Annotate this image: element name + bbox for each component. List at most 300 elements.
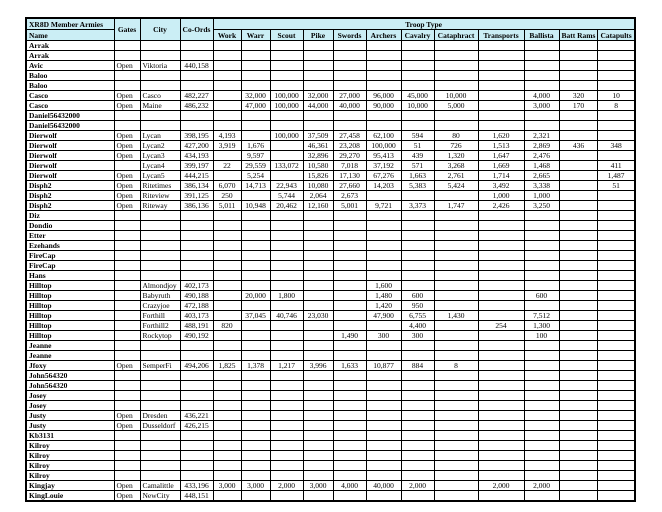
cell-batt-rams [559, 411, 598, 421]
cell-gates [114, 161, 140, 171]
cell-cavalry [401, 111, 434, 121]
cell-batt-rams [559, 451, 598, 461]
cell-ballista [524, 61, 559, 71]
cell-ballista [524, 281, 559, 291]
cell-cavalry [401, 491, 434, 502]
cell-city: Maine [140, 101, 180, 111]
cell-batt-rams [559, 211, 598, 221]
column-header-scout: Scout [270, 30, 303, 41]
cell-name: Avic [26, 61, 114, 71]
cell-work [213, 241, 241, 251]
cell-coords [180, 51, 213, 61]
cell-transports: 1,000 [478, 191, 524, 201]
cell-batt-rams [559, 241, 598, 251]
cell-cataphract [434, 381, 478, 391]
cell-gates [114, 41, 140, 51]
cell-batt-rams [559, 491, 598, 502]
cell-batt-rams [559, 231, 598, 241]
cell-gates: Open [114, 151, 140, 161]
cell-ballista: 1,468 [524, 161, 559, 171]
cell-archers [366, 321, 401, 331]
cell-batt-rams [559, 321, 598, 331]
cell-pike [303, 461, 333, 471]
cell-work [213, 221, 241, 231]
cell-cavalry [401, 371, 434, 381]
cell-work [213, 401, 241, 411]
table-row [26, 391, 635, 401]
cell-city [140, 241, 180, 251]
cell-ballista: 1,300 [524, 321, 559, 331]
cell-coords: 398,195 [180, 131, 213, 141]
cell-warr [241, 121, 270, 131]
cell-work [213, 271, 241, 281]
cell-coords [180, 71, 213, 81]
cell-swords [333, 301, 366, 311]
cell-city: Riteview [140, 191, 180, 201]
cell-pike [303, 331, 333, 341]
cell-scout [270, 281, 303, 291]
cell-archers: 14,203 [366, 181, 401, 191]
cell-ballista: 7,512 [524, 311, 559, 321]
cell-cataphract [434, 371, 478, 381]
cell-ballista [524, 261, 559, 271]
cell-coords [180, 121, 213, 131]
cell-pike [303, 241, 333, 251]
table-row [26, 141, 635, 151]
cell-work [213, 461, 241, 471]
cell-scout: 20,462 [270, 201, 303, 211]
cell-cavalry [401, 351, 434, 361]
cell-batt-rams [559, 421, 598, 431]
cell-gates [114, 281, 140, 291]
cell-transports: 2,426 [478, 201, 524, 211]
cell-coords: 440,158 [180, 61, 213, 71]
cell-gates [114, 311, 140, 321]
table-row [26, 51, 635, 61]
cell-cataphract: 5,000 [434, 101, 478, 111]
cell-work [213, 301, 241, 311]
cell-cavalry [401, 261, 434, 271]
cell-swords: 27,000 [333, 91, 366, 101]
cell-cavalry: 6,755 [401, 311, 434, 321]
cell-city [140, 371, 180, 381]
cell-swords: 1,633 [333, 361, 366, 371]
column-header-cavalry: Cavalry [401, 30, 434, 41]
cell-name: Hilltop [26, 291, 114, 301]
cell-scout: 100,000 [270, 131, 303, 141]
cell-coords: 490,192 [180, 331, 213, 341]
cell-gates [114, 261, 140, 271]
cell-swords: 27,660 [333, 181, 366, 191]
cell-cavalry: 1,663 [401, 171, 434, 181]
cell-cavalry [401, 341, 434, 351]
cell-name: Diz [26, 211, 114, 221]
cell-swords [333, 61, 366, 71]
cell-city [140, 271, 180, 281]
cell-gates: Open [114, 61, 140, 71]
cell-pike [303, 51, 333, 61]
cell-catapults [598, 421, 635, 431]
table-row [26, 81, 635, 91]
cell-ballista [524, 121, 559, 131]
cell-pike [303, 61, 333, 71]
cell-coords: 402,173 [180, 281, 213, 291]
cell-warr: 3,000 [241, 481, 270, 491]
cell-city: Dresden [140, 411, 180, 421]
cell-coords [180, 251, 213, 261]
column-header-warr: Warr [241, 30, 270, 41]
cell-city: Camalittle [140, 481, 180, 491]
cell-coords [180, 461, 213, 471]
cell-archers [366, 371, 401, 381]
cell-swords [333, 231, 366, 241]
cell-gates [114, 211, 140, 221]
cell-name: Arrak [26, 41, 114, 51]
cell-cavalry [401, 401, 434, 411]
cell-pike: 37,509 [303, 131, 333, 141]
cell-warr: 47,000 [241, 101, 270, 111]
column-header-pike: Pike [303, 30, 333, 41]
cell-cavalry: 884 [401, 361, 434, 371]
cell-coords: 436,221 [180, 411, 213, 421]
cell-ballista [524, 251, 559, 261]
cell-swords: 27,458 [333, 131, 366, 141]
cell-city: Lycan3 [140, 151, 180, 161]
cell-batt-rams [559, 341, 598, 351]
cell-transports [478, 381, 524, 391]
cell-catapults [598, 71, 635, 81]
cell-cataphract [434, 351, 478, 361]
cell-coords [180, 81, 213, 91]
cell-warr [241, 451, 270, 461]
cell-cataphract [434, 301, 478, 311]
cell-work [213, 101, 241, 111]
cell-scout [270, 81, 303, 91]
cell-name: Kilroy [26, 461, 114, 471]
cell-cavalry [401, 51, 434, 61]
cell-work [213, 151, 241, 161]
cell-gates [114, 71, 140, 81]
cell-cataphract [434, 191, 478, 201]
cell-ballista [524, 211, 559, 221]
cell-batt-rams [559, 151, 598, 161]
cell-catapults [598, 341, 635, 351]
cell-transports [478, 271, 524, 281]
cell-archers: 100,000 [366, 141, 401, 151]
cell-pike [303, 431, 333, 441]
cell-transports [478, 221, 524, 231]
cell-gates [114, 121, 140, 131]
cell-warr [241, 221, 270, 231]
cell-coords [180, 381, 213, 391]
cell-transports: 1,669 [478, 161, 524, 171]
cell-batt-rams [559, 271, 598, 281]
cell-batt-rams [559, 61, 598, 71]
cell-batt-rams [559, 261, 598, 271]
cell-cavalry [401, 381, 434, 391]
cell-city: Lycan4 [140, 161, 180, 171]
cell-work [213, 451, 241, 461]
cell-scout [270, 271, 303, 281]
cell-archers [366, 341, 401, 351]
cell-name: Hilltop [26, 301, 114, 311]
cell-work [213, 431, 241, 441]
cell-batt-rams [559, 281, 598, 291]
cell-cavalry [401, 231, 434, 241]
cell-name: Disph2 [26, 191, 114, 201]
cell-name: Justy [26, 411, 114, 421]
cell-work [213, 121, 241, 131]
column-header-work: Work [213, 30, 241, 41]
cell-warr [241, 41, 270, 51]
cell-batt-rams [559, 181, 598, 191]
cell-catapults [598, 471, 635, 481]
cell-batt-rams [559, 351, 598, 361]
cell-transports: 2,000 [478, 481, 524, 491]
cell-transports [478, 91, 524, 101]
cell-warr [241, 351, 270, 361]
cell-swords [333, 321, 366, 331]
cell-archers [366, 81, 401, 91]
cell-pike [303, 251, 333, 261]
cell-scout [270, 401, 303, 411]
cell-pike: 3,000 [303, 481, 333, 491]
cell-cataphract: 726 [434, 141, 478, 151]
cell-warr [241, 471, 270, 481]
cell-catapults: 411 [598, 161, 635, 171]
table-row [26, 371, 635, 381]
cell-batt-rams [559, 461, 598, 471]
cell-city [140, 211, 180, 221]
cell-scout [270, 461, 303, 471]
cell-gates [114, 451, 140, 461]
cell-name: Hilltop [26, 311, 114, 321]
cell-catapults [598, 391, 635, 401]
cell-cavalry: 300 [401, 331, 434, 341]
cell-scout [270, 51, 303, 61]
column-header-archers: Archers [366, 30, 401, 41]
cell-cavalry [401, 461, 434, 471]
cell-coords [180, 271, 213, 281]
cell-ballista: 3,338 [524, 181, 559, 191]
cell-gates [114, 291, 140, 301]
cell-ballista: 2,869 [524, 141, 559, 151]
table-row [26, 91, 635, 101]
cell-catapults [598, 151, 635, 161]
cell-pike [303, 41, 333, 51]
cell-transports [478, 81, 524, 91]
cell-scout [270, 261, 303, 271]
cell-swords [333, 281, 366, 291]
cell-cavalry: 600 [401, 291, 434, 301]
cell-city [140, 81, 180, 91]
cell-archers [366, 461, 401, 471]
cell-pike: 2,064 [303, 191, 333, 201]
cell-cavalry [401, 431, 434, 441]
cell-batt-rams [559, 71, 598, 81]
cell-transports [478, 471, 524, 481]
cell-scout [270, 251, 303, 261]
cell-archers: 9,721 [366, 201, 401, 211]
table-row [26, 171, 635, 181]
cell-city: Lycan2 [140, 141, 180, 151]
cell-pike [303, 71, 333, 81]
cell-coords [180, 451, 213, 461]
cell-cavalry [401, 81, 434, 91]
cell-gates [114, 381, 140, 391]
cell-city [140, 381, 180, 391]
cell-scout: 100,000 [270, 91, 303, 101]
cell-cataphract [434, 421, 478, 431]
cell-coords [180, 211, 213, 221]
cell-cavalry: 594 [401, 131, 434, 141]
cell-catapults [598, 61, 635, 71]
cell-pike [303, 261, 333, 271]
cell-archers [366, 241, 401, 251]
cell-city [140, 391, 180, 401]
table-row [26, 401, 635, 411]
cell-pike [303, 321, 333, 331]
cell-work: 820 [213, 321, 241, 331]
cell-name: FireCap [26, 251, 114, 261]
cell-swords [333, 221, 366, 231]
cell-name: Jeanne [26, 341, 114, 351]
cell-coords [180, 391, 213, 401]
cell-batt-rams [559, 301, 598, 311]
cell-name: Justy [26, 421, 114, 431]
cell-swords [333, 371, 366, 381]
cell-ballista [524, 461, 559, 471]
cell-coords: 434,193 [180, 151, 213, 161]
cell-cataphract [434, 271, 478, 281]
cell-scout: 2,000 [270, 481, 303, 491]
cell-ballista [524, 301, 559, 311]
cell-catapults [598, 441, 635, 451]
cell-city: SemperFi [140, 361, 180, 371]
cell-work [213, 441, 241, 451]
cell-name: Casco [26, 91, 114, 101]
cell-pike [303, 441, 333, 451]
cell-scout [270, 321, 303, 331]
cell-transports [478, 111, 524, 121]
cell-transports [478, 361, 524, 371]
cell-batt-rams [559, 191, 598, 201]
cell-gates: Open [114, 91, 140, 101]
cell-transports: 1,647 [478, 151, 524, 161]
cell-cavalry: 5,383 [401, 181, 434, 191]
cell-batt-rams [559, 221, 598, 231]
table-row [26, 351, 635, 361]
cell-ballista [524, 351, 559, 361]
cell-gates: Open [114, 141, 140, 151]
cell-warr: 5,254 [241, 171, 270, 181]
cell-cavalry [401, 221, 434, 231]
cell-scout: 1,800 [270, 291, 303, 301]
cell-coords: 386,136 [180, 201, 213, 211]
cell-city: Casco [140, 91, 180, 101]
cell-pike [303, 221, 333, 231]
cell-archers [366, 121, 401, 131]
cell-warr [241, 381, 270, 391]
cell-coords: 426,215 [180, 421, 213, 431]
cell-cataphract [434, 411, 478, 421]
cell-transports [478, 331, 524, 341]
cell-archers [366, 431, 401, 441]
column-header-swords: Swords [333, 30, 366, 41]
cell-coords [180, 241, 213, 251]
cell-catapults [598, 51, 635, 61]
cell-swords [333, 251, 366, 261]
cell-name: Baloo [26, 81, 114, 91]
cell-swords: 29,270 [333, 151, 366, 161]
cell-cavalry: 4,400 [401, 321, 434, 331]
cell-cavalry [401, 121, 434, 131]
cell-work [213, 111, 241, 121]
cell-swords [333, 461, 366, 471]
cell-swords [333, 81, 366, 91]
cell-coords: 391,125 [180, 191, 213, 201]
cell-name: Hilltop [26, 321, 114, 331]
cell-name: Etter [26, 231, 114, 241]
cell-cataphract [434, 251, 478, 261]
cell-batt-rams [559, 81, 598, 91]
cell-warr: 32,000 [241, 91, 270, 101]
cell-warr [241, 51, 270, 61]
cell-swords [333, 261, 366, 271]
cell-city [140, 431, 180, 441]
cell-archers [366, 451, 401, 461]
cell-swords [333, 291, 366, 301]
cell-scout [270, 491, 303, 502]
cell-cataphract [434, 291, 478, 301]
cell-warr [241, 61, 270, 71]
cell-pike [303, 281, 333, 291]
cell-warr [241, 231, 270, 241]
cell-catapults [598, 211, 635, 221]
cell-batt-rams [559, 201, 598, 211]
cell-ballista: 2,476 [524, 151, 559, 161]
column-header-gates: Gates [114, 18, 140, 41]
cell-cataphract: 80 [434, 131, 478, 141]
cell-cavalry: 439 [401, 151, 434, 161]
cell-archers [366, 231, 401, 241]
table-row [26, 491, 635, 502]
cell-swords: 17,130 [333, 171, 366, 181]
cell-gates: Open [114, 191, 140, 201]
cell-ballista [524, 401, 559, 411]
cell-pike: 32,896 [303, 151, 333, 161]
cell-gates [114, 331, 140, 341]
cell-name: Dondio [26, 221, 114, 231]
cell-work [213, 371, 241, 381]
cell-gates [114, 341, 140, 351]
cell-cataphract: 1,320 [434, 151, 478, 161]
cell-gates: Open [114, 411, 140, 421]
cell-gates [114, 231, 140, 241]
table-row [26, 361, 635, 371]
cell-transports [478, 401, 524, 411]
cell-catapults [598, 411, 635, 421]
cell-ballista: 2,000 [524, 481, 559, 491]
cell-name: KingLouie [26, 491, 114, 502]
cell-name: John564320 [26, 371, 114, 381]
cell-pike [303, 211, 333, 221]
cell-pike: 23,030 [303, 311, 333, 321]
cell-gates [114, 241, 140, 251]
cell-cataphract [434, 61, 478, 71]
cell-warr [241, 461, 270, 471]
cell-work [213, 281, 241, 291]
